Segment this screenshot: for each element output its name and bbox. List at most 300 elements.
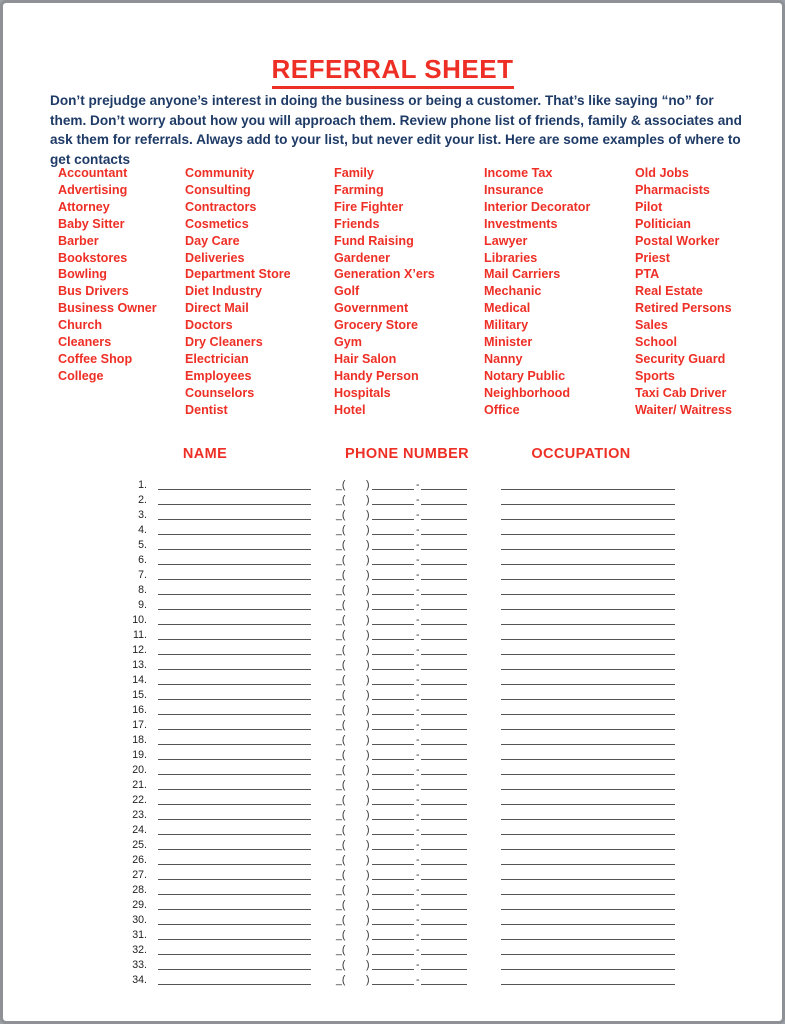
phone-prefix-blank-line <box>372 639 414 640</box>
phone-hyphen: - <box>416 524 420 536</box>
phone-hyphen: - <box>416 659 420 671</box>
phone-open-paren: _( <box>336 494 346 506</box>
phone-hyphen: - <box>416 584 420 596</box>
phone-prefix-blank-line <box>372 864 414 865</box>
phone-suffix-blank-line <box>421 489 467 490</box>
phone-suffix-blank-line <box>421 564 467 565</box>
phone-hyphen: - <box>416 794 420 806</box>
phone-suffix-blank-line <box>421 909 467 910</box>
phone-number-column-header: PHONE NUMBER <box>344 446 470 462</box>
row-number: 15. <box>132 689 147 701</box>
row-number: 19. <box>132 749 147 761</box>
phone-close-paren: ) <box>366 974 370 986</box>
phone-prefix-blank-line <box>372 624 414 625</box>
phone-hyphen: - <box>416 554 420 566</box>
phone-close-paren: ) <box>366 599 370 611</box>
category-item: PTA <box>635 267 660 282</box>
row-number: 2. <box>138 494 147 506</box>
referral-row <box>123 882 703 897</box>
phone-number-field <box>336 777 478 792</box>
name-blank-line <box>158 864 311 865</box>
row-number: 5. <box>138 539 147 551</box>
phone-open-paren: _( <box>336 839 346 851</box>
category-item: College <box>58 368 104 383</box>
phone-prefix-blank-line <box>372 684 414 685</box>
phone-suffix-blank-line <box>421 654 467 655</box>
phone-open-paren: _( <box>336 704 346 716</box>
occupation-blank-line <box>501 939 675 940</box>
category-item: Direct Mail <box>185 301 249 316</box>
phone-hyphen: - <box>416 824 420 836</box>
category-item: Security Guard <box>635 351 726 366</box>
phone-suffix-blank-line <box>421 684 467 685</box>
phone-suffix-blank-line <box>421 774 467 775</box>
row-number: 25. <box>132 839 147 851</box>
phone-number-field <box>336 612 478 627</box>
phone-prefix-blank-line <box>372 504 414 505</box>
referral-row <box>123 537 703 552</box>
referral-row <box>123 897 703 912</box>
category-item: Contractors <box>185 199 257 214</box>
phone-number-field <box>336 672 478 687</box>
row-number: 24. <box>132 824 147 836</box>
category-item: Taxi Cab Driver <box>635 385 727 400</box>
category-item: Interior Decorator <box>484 199 591 214</box>
occupation-blank-line <box>501 504 675 505</box>
phone-close-paren: ) <box>366 674 370 686</box>
phone-prefix-blank-line <box>372 939 414 940</box>
category-item: Church <box>58 318 103 333</box>
referral-row <box>123 867 703 882</box>
phone-number-field <box>336 927 478 942</box>
row-number: 16. <box>132 704 147 716</box>
phone-close-paren: ) <box>366 764 370 776</box>
phone-hyphen: - <box>416 854 420 866</box>
phone-hyphen: - <box>416 809 420 821</box>
category-item: Diet Industry <box>185 284 262 299</box>
referral-row <box>123 567 703 582</box>
phone-number-field <box>336 957 478 972</box>
category-item: Lawyer <box>484 233 528 248</box>
phone-prefix-blank-line <box>372 669 414 670</box>
category-item: Sales <box>635 318 668 333</box>
phone-open-paren: _( <box>336 509 346 521</box>
phone-hyphen: - <box>416 779 420 791</box>
category-item: Family <box>334 166 374 180</box>
phone-open-paren: _( <box>336 764 346 776</box>
name-blank-line <box>158 984 311 985</box>
name-blank-line <box>158 579 311 580</box>
referral-row <box>123 552 703 567</box>
phone-prefix-blank-line <box>372 699 414 700</box>
phone-suffix-blank-line <box>421 849 467 850</box>
name-blank-line <box>158 894 311 895</box>
phone-number-field <box>336 582 478 597</box>
category-item: Investments <box>484 216 558 231</box>
category-item: Hair Salon <box>334 351 397 366</box>
phone-open-paren: _( <box>336 524 346 536</box>
phone-suffix-blank-line <box>421 609 467 610</box>
category-item: Real Estate <box>635 284 703 299</box>
category-item: Consulting <box>185 182 251 197</box>
phone-suffix-blank-line <box>421 834 467 835</box>
phone-prefix-blank-line <box>372 744 414 745</box>
page-title <box>3 49 782 89</box>
phone-number-field <box>336 972 478 987</box>
phone-open-paren: _( <box>336 974 346 986</box>
phone-close-paren: ) <box>366 689 370 701</box>
phone-number-field <box>336 852 478 867</box>
phone-hyphen: - <box>416 479 420 491</box>
phone-prefix-blank-line <box>372 564 414 565</box>
name-blank-line <box>158 954 311 955</box>
category-item: Employees <box>185 368 252 383</box>
phone-prefix-blank-line <box>372 519 414 520</box>
name-blank-line <box>158 849 311 850</box>
phone-close-paren: ) <box>366 869 370 881</box>
category-item: Mechanic <box>484 284 542 299</box>
name-blank-line <box>158 669 311 670</box>
phone-hyphen: - <box>416 599 420 611</box>
category-item: School <box>635 335 677 350</box>
phone-open-paren: _( <box>336 854 346 866</box>
phone-close-paren: ) <box>366 884 370 896</box>
occupation-blank-line <box>501 489 675 490</box>
referral-rows <box>123 477 703 987</box>
phone-prefix-blank-line <box>372 534 414 535</box>
referral-row <box>123 642 703 657</box>
name-blank-line <box>158 819 311 820</box>
category-item: Bowling <box>58 267 107 282</box>
referral-row <box>123 597 703 612</box>
phone-hyphen: - <box>416 674 420 686</box>
category-item: Business Owner <box>58 301 157 316</box>
occupation-blank-line <box>501 864 675 865</box>
category-item: Generation X’ers <box>334 267 435 282</box>
phone-prefix-blank-line <box>372 969 414 970</box>
name-blank-line <box>158 729 311 730</box>
category-item: Accountant <box>58 166 128 180</box>
phone-prefix-blank-line <box>372 789 414 790</box>
phone-hyphen: - <box>416 959 420 971</box>
name-blank-line <box>158 654 311 655</box>
row-number: 21. <box>132 779 147 791</box>
occupation-blank-line <box>501 744 675 745</box>
occupation-blank-line <box>501 774 675 775</box>
occupation-blank-line <box>501 669 675 670</box>
phone-close-paren: ) <box>366 944 370 956</box>
phone-prefix-blank-line <box>372 654 414 655</box>
category-item: Grocery Store <box>334 318 418 333</box>
phone-hyphen: - <box>416 899 420 911</box>
phone-number-field <box>336 492 478 507</box>
phone-hyphen: - <box>416 974 420 986</box>
occupation-blank-line <box>501 609 675 610</box>
name-blank-line <box>158 789 311 790</box>
phone-number-field <box>336 732 478 747</box>
phone-number-field <box>336 897 478 912</box>
occupation-blank-line <box>501 819 675 820</box>
phone-number-field <box>336 507 478 522</box>
phone-number-field <box>336 597 478 612</box>
row-number: 29. <box>132 899 147 911</box>
phone-number-field <box>336 522 478 537</box>
referral-row <box>123 912 703 927</box>
referral-row <box>123 627 703 642</box>
occupation-blank-line <box>501 894 675 895</box>
name-blank-line <box>158 564 311 565</box>
referral-row <box>123 792 703 807</box>
name-blank-line <box>158 879 311 880</box>
referral-row <box>123 822 703 837</box>
name-blank-line <box>158 939 311 940</box>
phone-open-paren: _( <box>336 674 346 686</box>
phone-number-field <box>336 657 478 672</box>
referral-row <box>123 837 703 852</box>
occupation-blank-line <box>501 564 675 565</box>
phone-hyphen: - <box>416 494 420 506</box>
referral-row <box>123 477 703 492</box>
category-item: Cosmetics <box>185 216 249 231</box>
phone-number-field <box>336 882 478 897</box>
phone-hyphen: - <box>416 929 420 941</box>
phone-suffix-blank-line <box>421 534 467 535</box>
category-item: Insurance <box>484 182 544 197</box>
phone-suffix-blank-line <box>421 624 467 625</box>
phone-hyphen: - <box>416 689 420 701</box>
row-number: 4. <box>138 524 147 536</box>
phone-suffix-blank-line <box>421 804 467 805</box>
category-item: Bookstores <box>58 250 128 265</box>
category-item: Golf <box>334 284 360 299</box>
phone-close-paren: ) <box>366 839 370 851</box>
phone-suffix-blank-line <box>421 939 467 940</box>
occupation-blank-line <box>501 594 675 595</box>
category-item: Minister <box>484 335 533 350</box>
phone-suffix-blank-line <box>421 639 467 640</box>
category-column-5 <box>635 165 732 419</box>
category-item: Nanny <box>484 351 523 366</box>
referral-row <box>123 732 703 747</box>
row-number: 27. <box>132 869 147 881</box>
phone-open-paren: _( <box>336 734 346 746</box>
phone-number-field <box>336 567 478 582</box>
category-item: Fire Fighter <box>334 199 404 214</box>
phone-prefix-blank-line <box>372 759 414 760</box>
occupation-blank-line <box>501 849 675 850</box>
category-item: Income Tax <box>484 166 553 180</box>
name-blank-line <box>158 549 311 550</box>
occupation-blank-line <box>501 684 675 685</box>
phone-prefix-blank-line <box>372 879 414 880</box>
phone-close-paren: ) <box>366 854 370 866</box>
phone-close-paren: ) <box>366 554 370 566</box>
phone-suffix-blank-line <box>421 879 467 880</box>
phone-prefix-blank-line <box>372 579 414 580</box>
name-blank-line <box>158 639 311 640</box>
name-blank-line <box>158 714 311 715</box>
category-item: Sports <box>635 368 675 383</box>
occupation-blank-line <box>501 759 675 760</box>
occupation-blank-line <box>501 909 675 910</box>
name-blank-line <box>158 744 311 745</box>
phone-open-paren: _( <box>336 614 346 626</box>
phone-open-paren: _( <box>336 794 346 806</box>
category-item: Attorney <box>58 199 110 214</box>
category-item: Old Jobs <box>635 166 689 180</box>
phone-prefix-blank-line <box>372 849 414 850</box>
phone-suffix-blank-line <box>421 819 467 820</box>
phone-close-paren: ) <box>366 824 370 836</box>
category-column-3 <box>334 165 435 419</box>
phone-hyphen: - <box>416 569 420 581</box>
referral-row <box>123 717 703 732</box>
phone-prefix-blank-line <box>372 894 414 895</box>
category-item: Doctors <box>185 318 233 333</box>
phone-close-paren: ) <box>366 704 370 716</box>
category-item: Bus Drivers <box>58 284 129 299</box>
name-blank-line <box>158 684 311 685</box>
referral-row <box>123 657 703 672</box>
phone-open-paren: _( <box>336 914 346 926</box>
phone-number-field <box>336 807 478 822</box>
phone-prefix-blank-line <box>372 984 414 985</box>
category-item: Fund Raising <box>334 233 414 248</box>
phone-close-paren: ) <box>366 719 370 731</box>
phone-number-field <box>336 912 478 927</box>
page-title-text: REFERRAL SHEET <box>272 54 514 89</box>
name-blank-line <box>158 504 311 505</box>
occupation-blank-line <box>501 954 675 955</box>
occupation-blank-line <box>501 699 675 700</box>
phone-close-paren: ) <box>366 509 370 521</box>
row-number: 7. <box>138 569 147 581</box>
referral-row <box>123 747 703 762</box>
category-item: Government <box>334 301 409 316</box>
phone-number-field <box>336 867 478 882</box>
occupation-blank-line <box>501 639 675 640</box>
referral-row <box>123 852 703 867</box>
phone-suffix-blank-line <box>421 729 467 730</box>
category-item: Mail Carriers <box>484 267 561 282</box>
row-number: 32. <box>132 944 147 956</box>
phone-hyphen: - <box>416 884 420 896</box>
name-blank-line <box>158 489 311 490</box>
phone-close-paren: ) <box>366 629 370 641</box>
category-item: Politician <box>635 216 691 231</box>
phone-hyphen: - <box>416 614 420 626</box>
category-item: Day Care <box>185 233 240 248</box>
phone-hyphen: - <box>416 719 420 731</box>
phone-prefix-blank-line <box>372 819 414 820</box>
category-columns <box>3 165 785 417</box>
occupation-blank-line <box>501 549 675 550</box>
name-blank-line <box>158 759 311 760</box>
phone-open-paren: _( <box>336 629 346 641</box>
phone-open-paren: _( <box>336 479 346 491</box>
occupation-blank-line <box>501 729 675 730</box>
occupation-blank-line <box>501 654 675 655</box>
category-item: Friends <box>334 216 380 231</box>
phone-open-paren: _( <box>336 644 346 656</box>
name-blank-line <box>158 534 311 535</box>
row-number: 10. <box>132 614 147 626</box>
phone-open-paren: _( <box>336 719 346 731</box>
phone-prefix-blank-line <box>372 609 414 610</box>
phone-close-paren: ) <box>366 779 370 791</box>
referral-row <box>123 522 703 537</box>
referral-row <box>123 507 703 522</box>
name-blank-line <box>158 699 311 700</box>
phone-hyphen: - <box>416 704 420 716</box>
phone-prefix-blank-line <box>372 714 414 715</box>
occupation-blank-line <box>501 624 675 625</box>
row-number: 30. <box>132 914 147 926</box>
phone-open-paren: _( <box>336 944 346 956</box>
occupation-blank-line <box>501 804 675 805</box>
row-number: 17. <box>132 719 147 731</box>
phone-suffix-blank-line <box>421 954 467 955</box>
occupation-blank-line <box>501 579 675 580</box>
category-item: Hospitals <box>334 385 391 400</box>
category-item: Community <box>185 166 255 180</box>
row-number: 1. <box>138 479 147 491</box>
phone-number-field <box>336 702 478 717</box>
category-item: Dentist <box>185 402 228 417</box>
phone-prefix-blank-line <box>372 924 414 925</box>
row-number: 6. <box>138 554 147 566</box>
phone-number-field <box>336 747 478 762</box>
category-item: Military <box>484 318 529 333</box>
referral-row <box>123 492 703 507</box>
name-blank-line <box>158 804 311 805</box>
name-blank-line <box>158 594 311 595</box>
category-column-4 <box>484 165 590 419</box>
category-item: Department Store <box>185 267 291 282</box>
phone-number-field <box>336 837 478 852</box>
category-item: Libraries <box>484 250 538 265</box>
phone-suffix-blank-line <box>421 894 467 895</box>
category-item: Office <box>484 402 520 417</box>
phone-suffix-blank-line <box>421 759 467 760</box>
occupation-blank-line <box>501 984 675 985</box>
phone-number-field <box>336 942 478 957</box>
category-column-1 <box>58 165 157 385</box>
category-item: Advertising <box>58 182 128 197</box>
phone-prefix-blank-line <box>372 834 414 835</box>
phone-prefix-blank-line <box>372 954 414 955</box>
phone-open-paren: _( <box>336 539 346 551</box>
category-item: Counselors <box>185 385 255 400</box>
phone-suffix-blank-line <box>421 594 467 595</box>
phone-open-paren: _( <box>336 659 346 671</box>
category-item: Gardener <box>334 250 390 265</box>
referral-row <box>123 762 703 777</box>
phone-hyphen: - <box>416 944 420 956</box>
phone-open-paren: _( <box>336 824 346 836</box>
category-item: Electrician <box>185 351 249 366</box>
category-item: Baby Sitter <box>58 216 125 231</box>
referral-row <box>123 957 703 972</box>
phone-hyphen: - <box>416 644 420 656</box>
referral-row <box>123 972 703 987</box>
phone-open-paren: _( <box>336 809 346 821</box>
referral-row <box>123 687 703 702</box>
phone-open-paren: _( <box>336 959 346 971</box>
phone-number-field <box>336 792 478 807</box>
phone-close-paren: ) <box>366 914 370 926</box>
name-blank-line <box>158 834 311 835</box>
